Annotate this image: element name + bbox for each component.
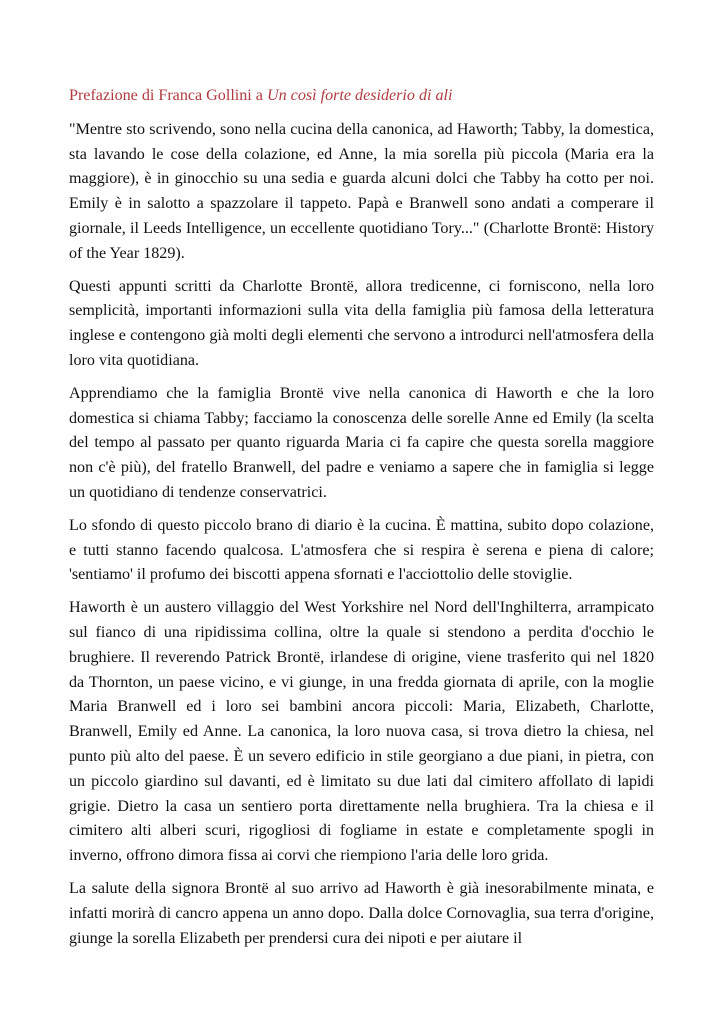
- title-prefix: Prefazione di Franca Gollini a: [69, 87, 267, 104]
- document-title: [69, 84, 654, 109]
- paragraph-4: Lo sfondo di questo piccolo brano di diario è la cucina. È mattina, subito dopo colazione, e tutti stanno facendo qualcosa. L'atmosfera che si respira è serena e piena di calore; 'sentiamo' il profumo dei biscotti appena sfornati e l'acciottolio delle stoviglie.: [69, 516, 654, 584]
- title-book: Un così forte desiderio di ali: [266, 87, 453, 104]
- paragraph-3: Apprendiamo che la famiglia Brontë vive nella canonica di Haworth e che la loro domestica si chiama Tabby; facciamo la conoscenza delle sorelle Anne ed Emily (la scelta del tempo al passato per quanto riguarda Maria ci fa capire che questa sorella maggiore non c'è più), del fratello Branwell, del padre e veniamo a sapere che in famiglia si legge un quotidiano di tendenze conservatrici.: [69, 384, 654, 501]
- paragraph-6: La salute della signora Brontë al suo arrivo ad Haworth è già inesorabilmente minata, e infatti morirà di cancro appena un anno dopo. Dalla dolce Cornovaglia, sua terra d'origine, giunge la sorella Elizabeth per prendersi cura dei nipoti e per aiutare il: [69, 879, 654, 947]
- paragraph-2: Questi appunti scritti da Charlotte Brontë, allora tredicenne, ci forniscono, nella loro semplicità, importanti informazioni sulla vita della famiglia più famosa della letteratura inglese e contengono già molti degli elementi che servono a introdurci nell'atmosfera della loro vita quotidiana.: [69, 277, 654, 369]
- paragraph-5: Haworth è un austero villaggio del West Yorkshire nel Nord dell'Inghilterra, arrampicato sul fianco di una ripidissima collina, oltre la quale si stendono a perdita d'occhio le brughiere. Il reverendo Patrick Brontë, irlandese di origine, viene trasferito qui nel 1820 da Thornton, un paese vicino, e vi giunge, in una fredda giornata di aprile, con la moglie Maria Branwell ed i loro sei bambini ancora piccoli: Maria, Elizabeth, Charlotte, Branwell, Emily ed Anne. La canonica, la loro nuova casa, si trova dietro la chiesa, nel punto più alto del paese. È un severo edificio in stile georgiano a due piani, in pietra, con un piccolo giardino sul davanti, ed è limitato su due lati dal cimitero affollato di lapidi grigie. Dietro la casa un sentiero porta direttamente nella brughiera. Tra la chiesa e il cimitero alti alberi scuri, rigogliosi di fogliame in estate e completamente spogli in inverno, offrono dimora fissa ai corvi che riempiono l'aria delle loro grida.: [69, 599, 654, 865]
- document-page: [69, 84, 654, 959]
- paragraph-1: "Mentre sto scrivendo, sono nella cucina della canonica, ad Haworth; Tabby, la domestica, sta lavando le cose della colazione, ed Anne, la mia sorella più piccola (Maria era la maggiore), è in ginocchio su una sedia e guarda alcuni dolci che Tabby ha cotto per noi. Emily è in salotto a spazzolare il tappeto. Papà e Branwell sono andati a comperare il giornale, il Leeds Intelligence, un eccellente quotidiano Tory..." (Charlotte Brontë: History of the Year 1829).: [69, 120, 654, 262]
